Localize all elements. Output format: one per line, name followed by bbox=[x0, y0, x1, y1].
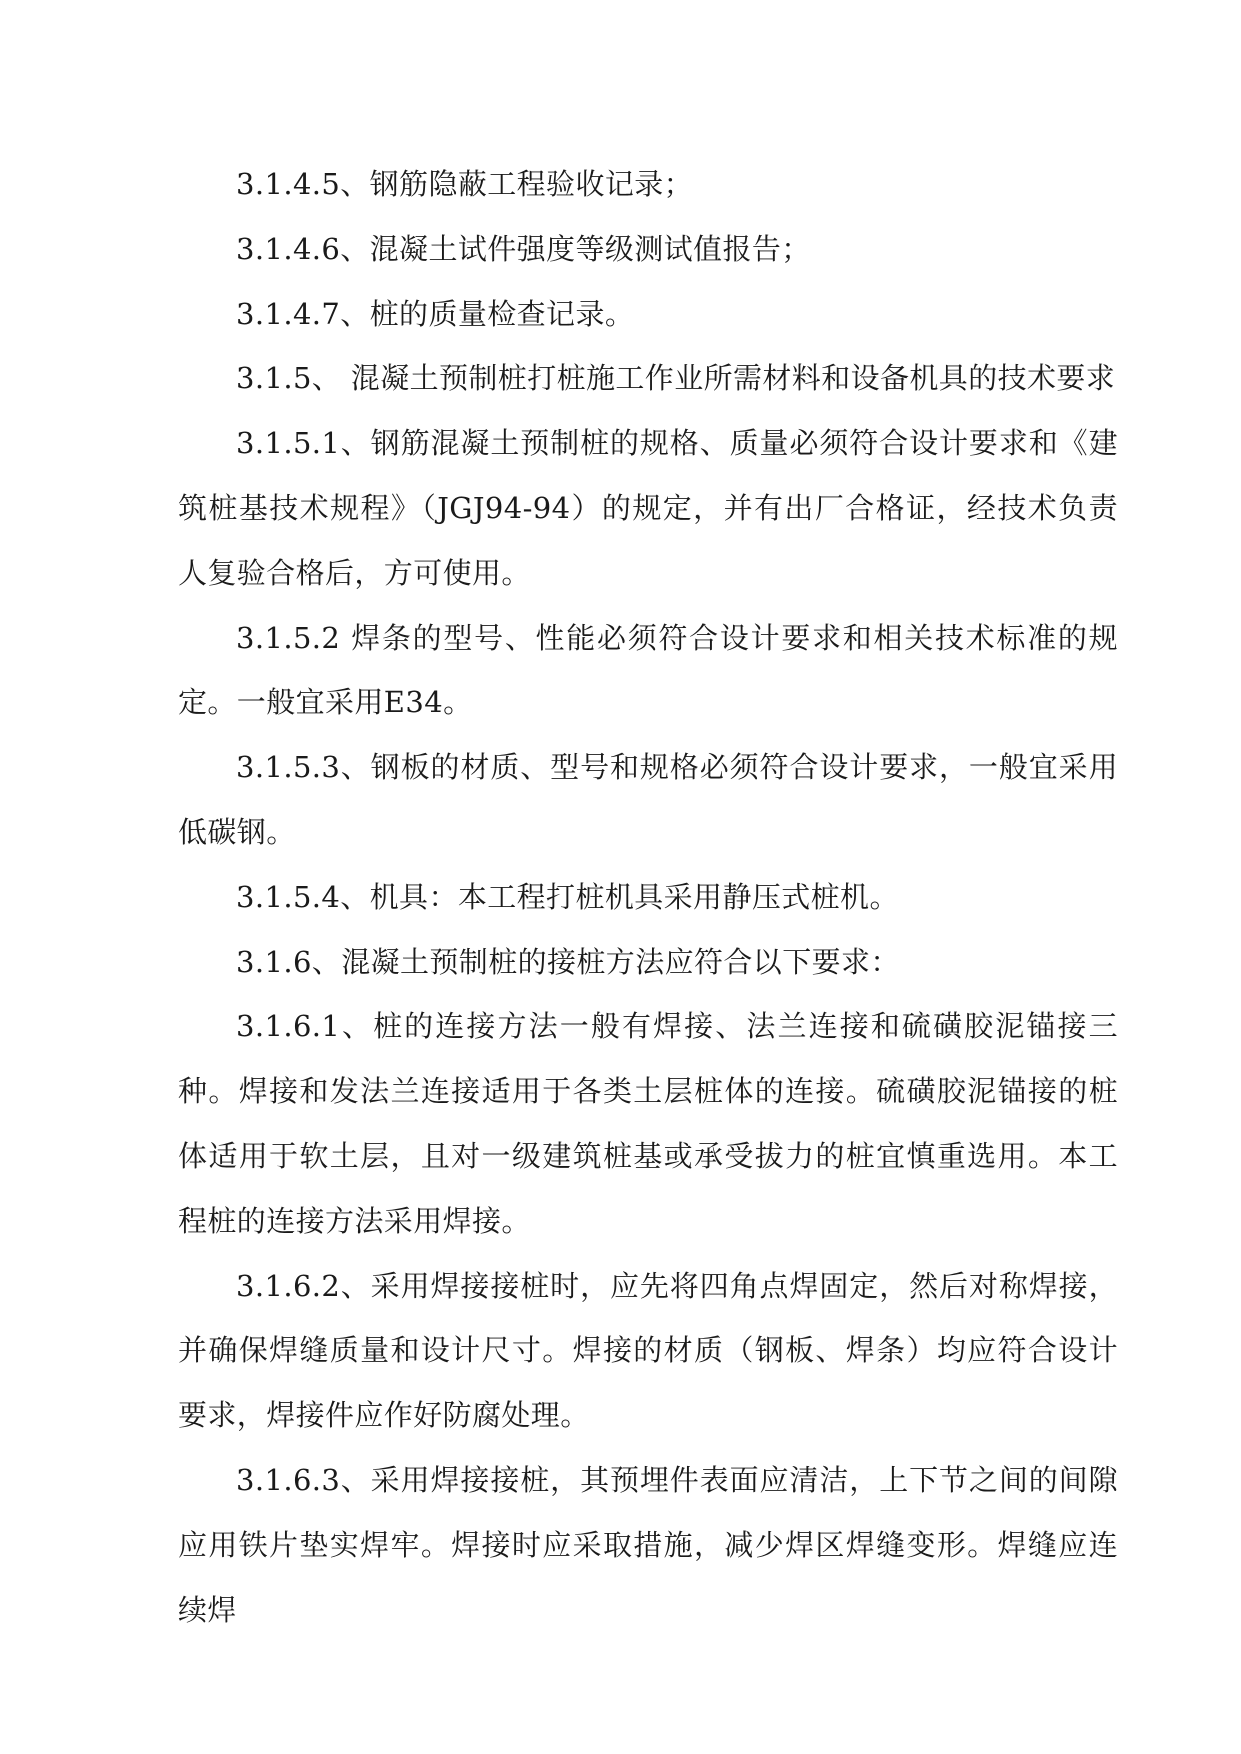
paragraph-3-1-5: 3.1.5、 混凝土预制桩打桩施工作业所需材料和设备机具的技术要求 bbox=[236, 361, 1116, 396]
paragraph-3-1-6: 3.1.6、混凝土预制桩的接桩方法应符合以下要求： bbox=[236, 944, 900, 979]
paragraph-3-1-5-2: 3.1.5.2 焊条的型号、性能必须符合设计要求和相关技术标准的规定。一般宜采用E34。 bbox=[178, 620, 1118, 720]
paragraph-3-1-5-3: 3.1.5.3、钢板的材质、型号和规格必须符合设计要求，一般宜采用低碳钢。 bbox=[178, 750, 1118, 849]
document-body bbox=[178, 152, 1118, 1642]
paragraph-3-1-6-2: 3.1.6.2、采用焊接接桩时，应先将四角点焊固定，然后对称焊接，并确保焊缝质量和设计尺寸。焊接的材质（钢板、焊条）均应符合设计要求，焊接件应作好防腐处理。 bbox=[178, 1268, 1118, 1433]
paragraph-3-1-4-6: 3.1.4.6、混凝土试件强度等级测试值报告； bbox=[236, 231, 811, 266]
paragraph-3-1-5-1: 3.1.5.1、钢筋混凝土预制桩的规格、质量必须符合设计要求和《建筑桩基技术规程》（JGJ94-94）的规定，并有出厂合格证，经技术负责人复验合格后，方可使用。 bbox=[178, 426, 1118, 590]
paragraph-3-1-6-3: 3.1.6.3、采用焊接接桩，其预埋件表面应清洁，上下节之间的间隙应用铁片垫实焊牢。焊接时应采取措施，减少焊区焊缝变形。焊缝应连续焊 bbox=[178, 1462, 1118, 1627]
paragraph-3-1-4-7: 3.1.4.7、桩的质量检查记录。 bbox=[236, 296, 635, 331]
paragraph-3-1-4-5: 3.1.4.5、钢筋隐蔽工程验收记录； bbox=[236, 167, 694, 201]
paragraph-3-1-6-1: 3.1.6.1、桩的连接方法一般有焊接、法兰连接和硫磺胶泥锚接三种。焊接和发法兰连接适用于各类土层桩体的连接。硫磺胶泥锚接的桩体适用于软土层，且对一级建筑桩基或承受拔力的桩宜慎重选用。本工程桩的连接方法采用焊接。 bbox=[178, 1009, 1118, 1238]
paragraph-3-1-5-4: 3.1.5.4、机具：本工程打桩机具采用静压式桩机。 bbox=[236, 879, 899, 914]
